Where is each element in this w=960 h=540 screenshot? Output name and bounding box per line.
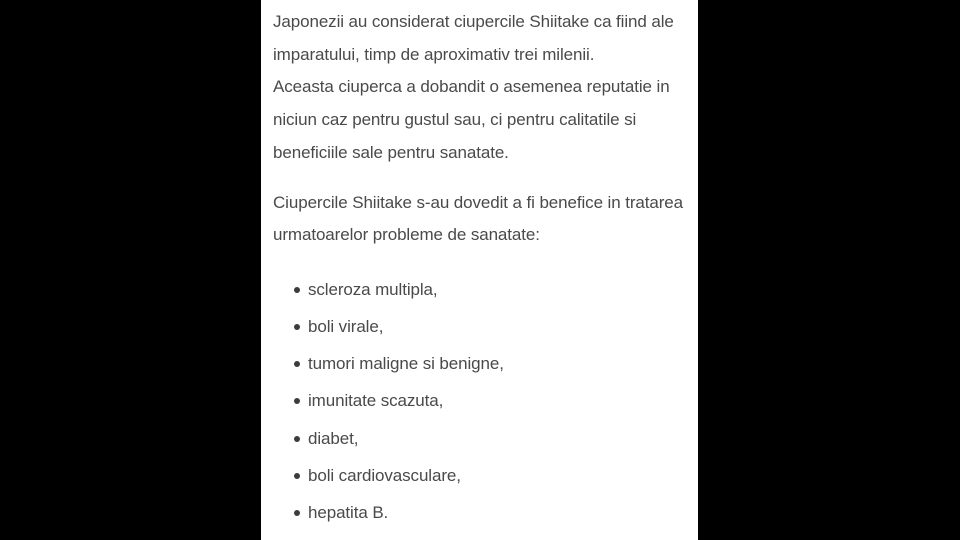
- paragraph-line: niciun caz pentru gustul sau, ci pentru calitatile si: [273, 110, 637, 130]
- list-item-text: scleroza multipla,: [308, 279, 438, 299]
- bullet-icon: [294, 287, 300, 293]
- paragraph-line: Aceasta ciuperca a dobandit o asemenea reputatie in: [273, 77, 670, 97]
- list-item: [273, 271, 693, 308]
- paragraph-line: Ciupercile Shiitake s-au dovedit a fi benefice in tratarea: [273, 192, 683, 212]
- list-item-text: boli cardiovasculare,: [308, 465, 461, 485]
- list-item-text: tumori maligne si benigne,: [308, 354, 504, 374]
- list-item: [273, 308, 693, 345]
- article-page: [261, 0, 698, 540]
- article-content: [273, 6, 693, 531]
- list-item-text: imunitate scazuta,: [308, 391, 444, 411]
- bullet-icon: [294, 436, 300, 442]
- paragraph-line: Japonezii au considerat ciupercile Shiitake ca fiind ale: [273, 12, 674, 31]
- list-item: [273, 382, 693, 419]
- paragraph-line: imparatului, timp de aproximativ trei milenii.: [273, 44, 595, 64]
- paragraph-line: urmatoarelor probleme de sanatate:: [273, 225, 540, 245]
- bullet-icon: [294, 324, 300, 330]
- benefits-intro-paragraph: [273, 187, 693, 252]
- list-item: [273, 345, 693, 382]
- bullet-icon: [294, 510, 300, 516]
- bullet-icon: [294, 398, 300, 404]
- list-item-text: diabet,: [308, 428, 359, 448]
- bullet-icon: [294, 473, 300, 479]
- list-item: [273, 494, 693, 531]
- paragraph-line: beneficiile sale pentru sanatate.: [273, 142, 509, 162]
- health-problems-list: [273, 271, 693, 531]
- list-item-text: boli virale,: [308, 317, 384, 337]
- bullet-icon: [294, 361, 300, 367]
- intro-paragraph: [273, 6, 693, 170]
- list-item: [273, 457, 693, 494]
- list-item: [273, 420, 693, 457]
- list-item-text: hepatita B.: [308, 503, 389, 523]
